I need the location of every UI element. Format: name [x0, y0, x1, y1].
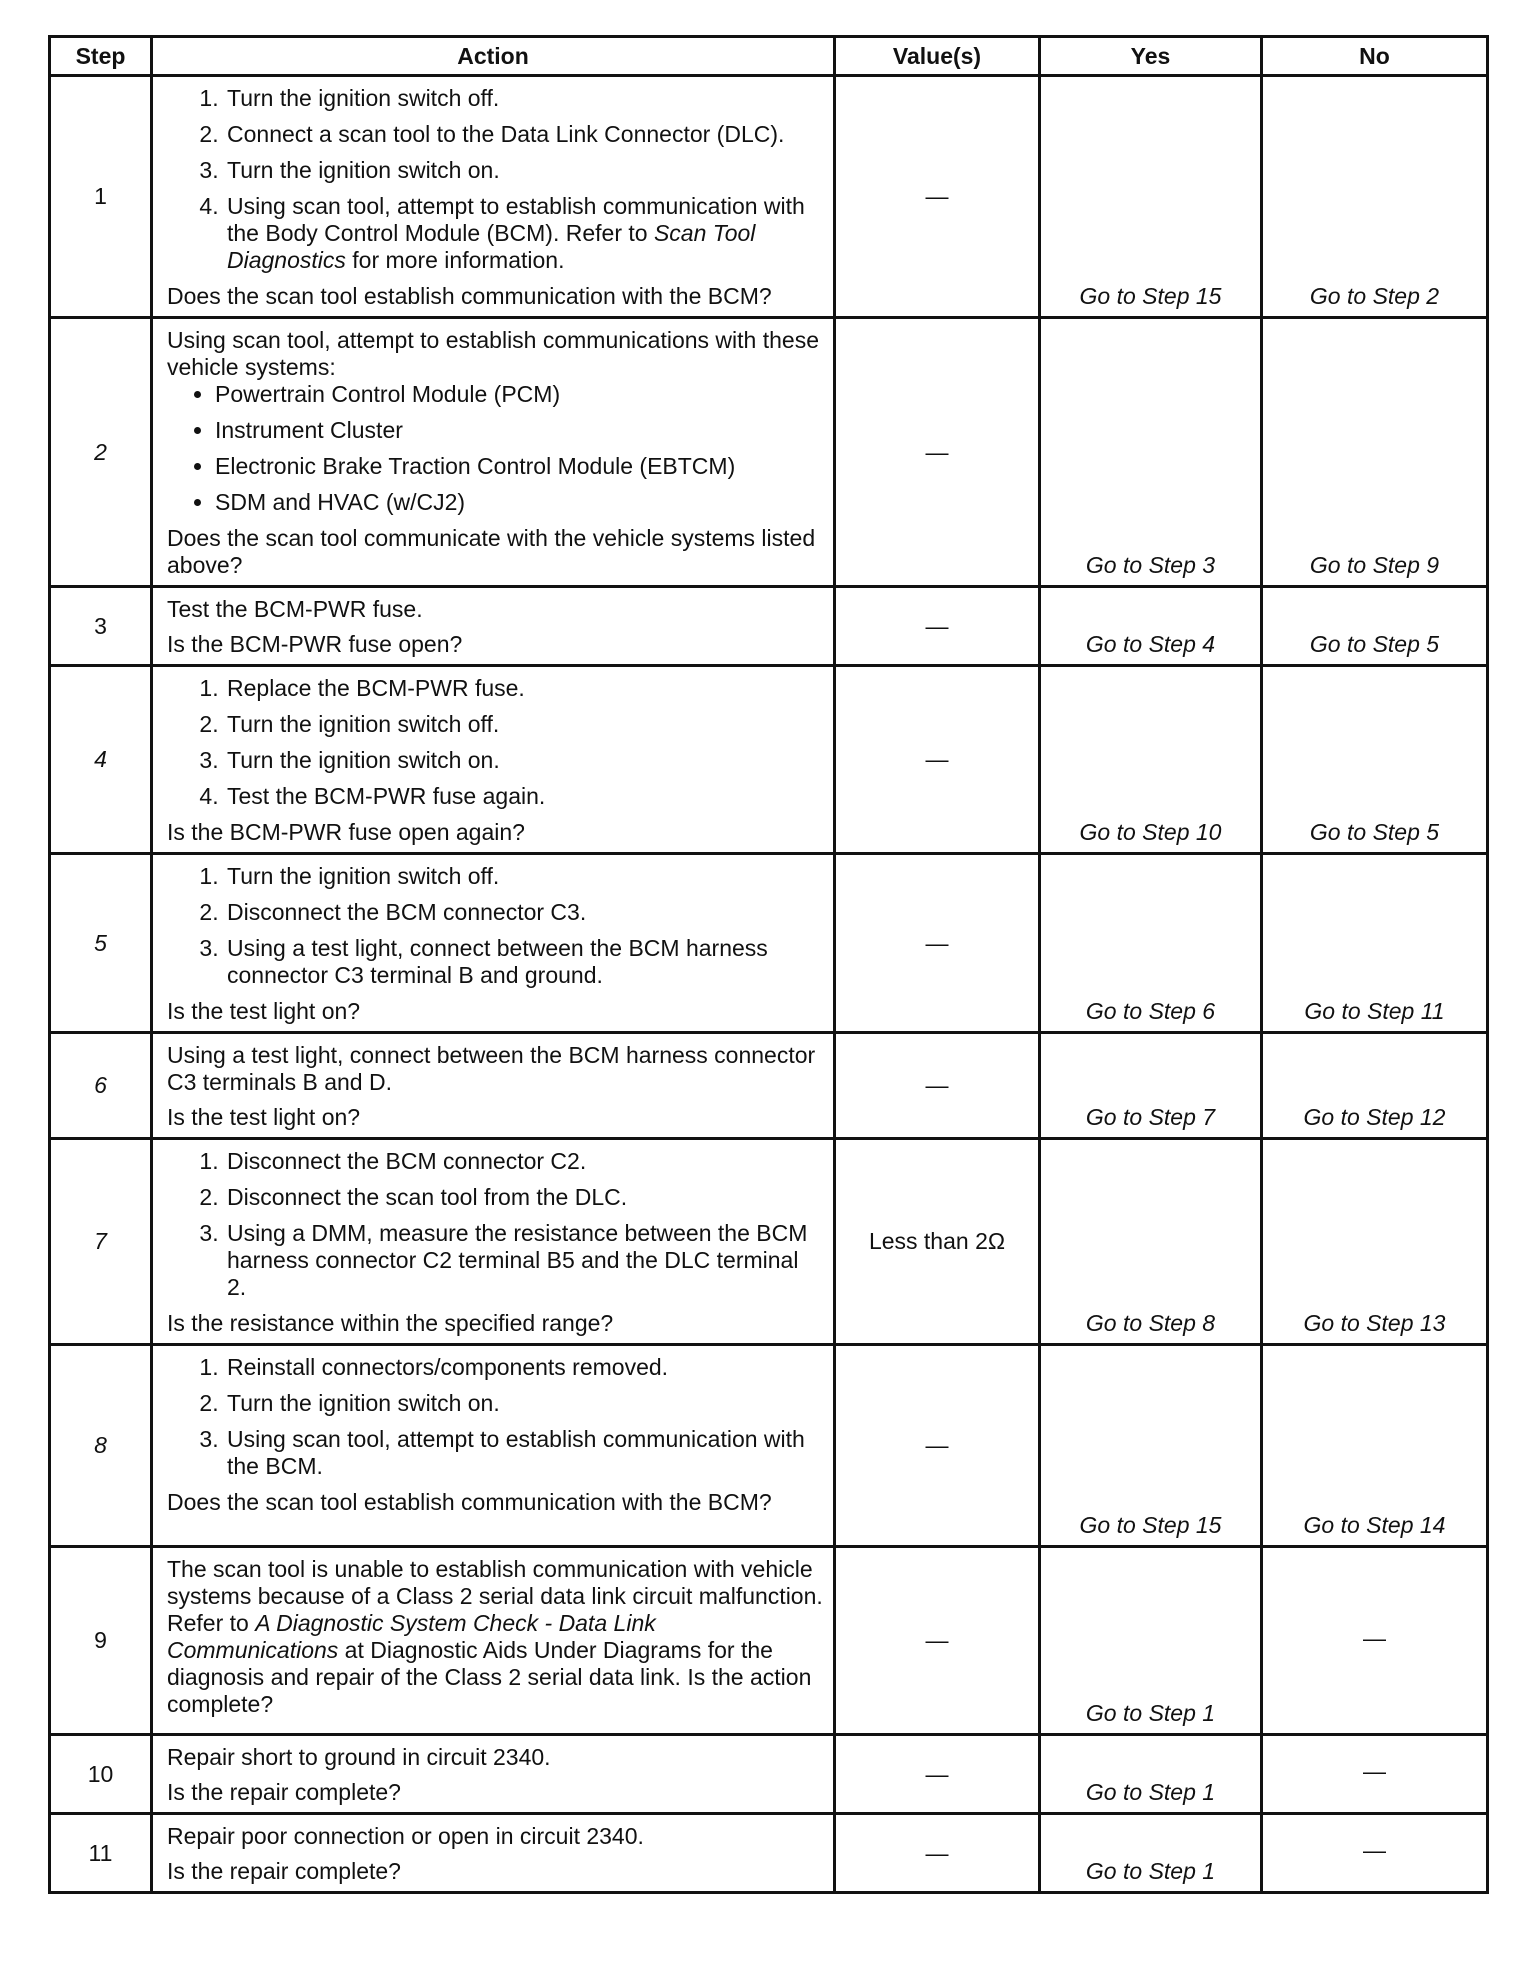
- substep-text: for more information.: [345, 247, 565, 273]
- action-cell: [152, 76, 835, 318]
- substep-list: [167, 85, 823, 274]
- bullet-item: • Instrument Cluster: [215, 417, 823, 444]
- header-step: Step: [50, 37, 152, 76]
- value-cell: —: [835, 1345, 1040, 1547]
- substep-list: [167, 675, 823, 810]
- table-row: [50, 318, 1488, 587]
- header-row: [50, 37, 1488, 76]
- substep-list: [167, 1148, 823, 1301]
- action-intro: Test the BCM-PWR fuse.: [167, 596, 423, 622]
- substep: 3. Turn the ignition switch on.: [225, 157, 823, 184]
- substep: 2. Turn the ignition switch on.: [225, 1390, 823, 1417]
- action-cell: [152, 318, 835, 587]
- question: Is the BCM-PWR fuse open again?: [167, 819, 525, 845]
- action-cell: [152, 1033, 835, 1139]
- no-cell: Go to Step 14: [1262, 1345, 1488, 1547]
- step-number: 11: [50, 1814, 152, 1893]
- yes-cell: Go to Step 10: [1040, 666, 1262, 854]
- substep: 1. Turn the ignition switch off.: [225, 863, 823, 890]
- yes-cell: Go to Step 6: [1040, 854, 1262, 1033]
- step-number: 4: [50, 666, 152, 854]
- action-cell: [152, 666, 835, 854]
- action-text: [167, 1556, 823, 1718]
- step-number: 7: [50, 1139, 152, 1345]
- substep: 2. Connect a scan tool to the Data Link Connector (DLC).: [225, 121, 823, 148]
- yes-cell: Go to Step 1: [1040, 1547, 1262, 1735]
- question: Is the test light on?: [167, 1104, 361, 1130]
- yes-cell: Go to Step 15: [1040, 76, 1262, 318]
- bullet-item: • Electronic Brake Traction Control Module (EBTCM): [215, 453, 823, 480]
- table-row: [50, 1139, 1488, 1345]
- action-cell: [152, 1345, 835, 1547]
- substep: 3. Turn the ignition switch on.: [225, 747, 823, 774]
- bullet-list: [167, 381, 823, 516]
- action-intro: Repair short to ground in circuit 2340.: [167, 1744, 551, 1770]
- substep-text: Using scan tool, attempt to establish communication with the Body Control Module (BCM). Refer to: [227, 193, 805, 246]
- action-intro: Using scan tool, attempt to establish communications with these vehicle systems:: [167, 327, 819, 380]
- no-cell: Go to Step 5: [1262, 587, 1488, 666]
- yes-cell: Go to Step 7: [1040, 1033, 1262, 1139]
- action-text-part: at Diagnostic Aids Under Diagrams for the diagnosis and repair of the Class 2 serial data link. Is the action complete?: [167, 1637, 812, 1717]
- value-cell: —: [835, 1547, 1040, 1735]
- table-row: [50, 666, 1488, 854]
- question: Is the repair complete?: [167, 1858, 401, 1884]
- substep: 1. Replace the BCM-PWR fuse.: [225, 675, 823, 702]
- value-cell: —: [835, 666, 1040, 854]
- no-cell: Go to Step 12: [1262, 1033, 1488, 1139]
- value-cell: —: [835, 587, 1040, 666]
- table-row: [50, 854, 1488, 1033]
- step-number: 1: [50, 76, 152, 318]
- table-row: [50, 1735, 1488, 1814]
- value-cell: —: [835, 318, 1040, 587]
- action-cell: [152, 1547, 835, 1735]
- no-cell: Go to Step 11: [1262, 854, 1488, 1033]
- no-cell: Go to Step 13: [1262, 1139, 1488, 1345]
- step-number: 2: [50, 318, 152, 587]
- substep: 3. Using scan tool, attempt to establish communication with the BCM.: [225, 1426, 823, 1480]
- table-row: [50, 1033, 1488, 1139]
- question: Is the resistance within the specified range?: [167, 1310, 614, 1336]
- question: Is the BCM-PWR fuse open?: [167, 631, 463, 657]
- question: Does the scan tool establish communication with the BCM?: [167, 283, 772, 309]
- substep: [225, 193, 823, 274]
- question: Does the scan tool communicate with the vehicle systems listed above?: [167, 525, 816, 578]
- substep: 2. Turn the ignition switch off.: [225, 711, 823, 738]
- action-cell: [152, 1814, 835, 1893]
- question: Does the scan tool establish communication with the BCM?: [167, 1489, 772, 1515]
- table-row: [50, 1345, 1488, 1547]
- substep: 1. Reinstall connectors/components removed.: [225, 1354, 823, 1381]
- substep-list: [167, 1354, 823, 1480]
- yes-cell: Go to Step 15: [1040, 1345, 1262, 1547]
- action-cell: [152, 854, 835, 1033]
- header-values: Value(s): [835, 37, 1040, 76]
- no-cell: Go to Step 2: [1262, 76, 1488, 318]
- action-cell: [152, 1139, 835, 1345]
- bullet-item: • SDM and HVAC (w/CJ2): [215, 489, 823, 516]
- no-cell: —: [1262, 1735, 1488, 1814]
- step-number: 8: [50, 1345, 152, 1547]
- yes-cell: Go to Step 4: [1040, 587, 1262, 666]
- table-row: [50, 587, 1488, 666]
- yes-cell: Go to Step 1: [1040, 1814, 1262, 1893]
- reference-link: A Diagnostic System Check - Data Link Communications: [167, 1610, 656, 1663]
- bullet-item: • Powertrain Control Module (PCM): [215, 381, 823, 408]
- no-cell: Go to Step 5: [1262, 666, 1488, 854]
- value-cell: —: [835, 1814, 1040, 1893]
- step-number: 6: [50, 1033, 152, 1139]
- no-cell: —: [1262, 1814, 1488, 1893]
- substep: 3. Using a DMM, measure the resistance between the BCM harness connector C2 terminal B5 and the DLC terminal 2.: [225, 1220, 823, 1301]
- value-cell: —: [835, 1033, 1040, 1139]
- substep: 1. Disconnect the BCM connector C2.: [225, 1148, 823, 1175]
- step-number: 3: [50, 587, 152, 666]
- table-row: [50, 1814, 1488, 1893]
- header-action: Action: [152, 37, 835, 76]
- question: Is the repair complete?: [167, 1779, 401, 1805]
- step-number: 10: [50, 1735, 152, 1814]
- yes-cell: Go to Step 8: [1040, 1139, 1262, 1345]
- header-yes: Yes: [1040, 37, 1262, 76]
- value-cell: —: [835, 1735, 1040, 1814]
- no-cell: —: [1262, 1547, 1488, 1735]
- action-cell: [152, 1735, 835, 1814]
- step-number: 9: [50, 1547, 152, 1735]
- reference-link: Scan Tool Diagnostics: [227, 220, 756, 273]
- question: Is the test light on?: [167, 998, 361, 1024]
- substep: 2. Disconnect the scan tool from the DLC.: [225, 1184, 823, 1211]
- step-number: 5: [50, 854, 152, 1033]
- value-cell: —: [835, 854, 1040, 1033]
- yes-cell: Go to Step 3: [1040, 318, 1262, 587]
- value-cell: —: [835, 76, 1040, 318]
- action-intro: Repair poor connection or open in circuit 2340.: [167, 1823, 644, 1849]
- action-cell: [152, 587, 835, 666]
- substep: 3. Using a test light, connect between the BCM harness connector C3 terminal B and ground.: [225, 935, 823, 989]
- substep: 1. Turn the ignition switch off.: [225, 85, 823, 112]
- value-cell: Less than 2Ω: [835, 1139, 1040, 1345]
- substep: 2. Disconnect the BCM connector C3.: [225, 899, 823, 926]
- yes-cell: Go to Step 1: [1040, 1735, 1262, 1814]
- table-row: [50, 76, 1488, 318]
- action-intro: Using a test light, connect between the BCM harness connector C3 terminals B and D.: [167, 1042, 816, 1095]
- action-text-part: The scan tool is unable to establish communication with vehicle systems because of a Class 2 serial data link circuit malfunction. Refer to: [167, 1556, 823, 1636]
- header-no: No: [1262, 37, 1488, 76]
- substep-list: [167, 863, 823, 989]
- no-cell: Go to Step 9: [1262, 318, 1488, 587]
- table-row: [50, 1547, 1488, 1735]
- diagnostic-table: [48, 35, 1489, 1894]
- substep: 4. Test the BCM-PWR fuse again.: [225, 783, 823, 810]
